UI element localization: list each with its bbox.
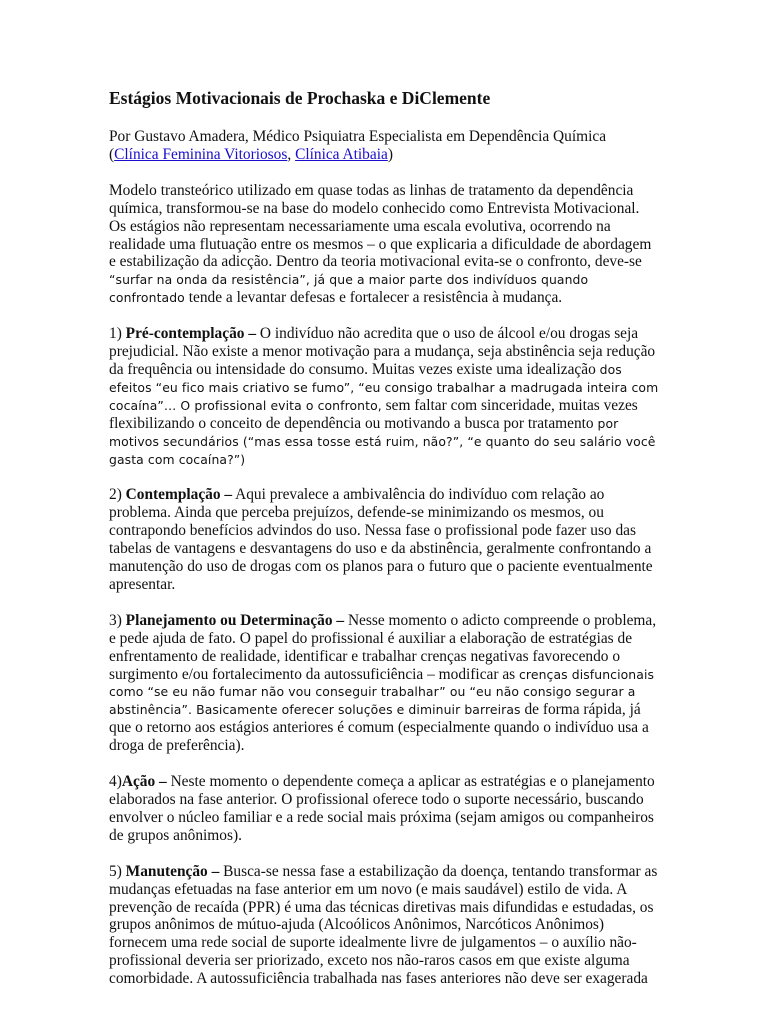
document-title: Estágios Motivacionais de Prochaska e DiClemente	[109, 88, 491, 108]
stage-number: 5)	[109, 862, 126, 880]
stage-number: 1)	[109, 325, 126, 343]
stage-name: Pré-contemplação –	[125, 325, 257, 343]
stage-text-1: Busca-se nessa fase a estabilização da doença, tentando transformar as mudanças efetuadas na fase anterior em um novo (e mais saudável) estilo de vida. A prevenção de recaída (PPR) é uma das técnicas diretivas mais difundidas e estudadas, os grupos anônimos de mútuo-ajuda (Alcoólicos Anônimos, Narcóticos Anônimos) fornecem uma rede social de suporte idealmente livre de julgamentos – o auxílio não-profissional deveria ser priorizado, exceto nos não-raros casos em que existe alguma comorbidade. A autossuficiência trabalhada nas fases anteriores não deve ser exagerada	[109, 862, 658, 988]
stage-paragraph-precontemplation	[109, 325, 659, 468]
byline-author: Por Gustavo Amadera, Médico Psiquiatra Especialista em Dependência Química	[109, 128, 607, 145]
link-clinica-atibaia[interactable]: Clínica Atibaia	[295, 145, 388, 163]
stage-text-1: O indivíduo não acredita que o uso de álcool e/ou drogas seja prejudicial. Não existe a menor motivação para a mudança, seja abstinência seja redução da frequência ou intensidade do consumo. Muitas vezes existe uma idealização	[109, 325, 656, 378]
stage-text-1: Neste momento o dependente começa a aplicar as estratégias e o planejamento elaborados na fase anterior. O profissional oferece todo o suporte necessário, buscando envolver o núcleo familiar e a rede social mais próxima (sejam amigos ou companheiros de grupos anônimos).	[109, 773, 655, 844]
stage-paragraph-maintenance	[109, 863, 659, 988]
stage-text-1: Aqui prevalece a ambivalência do indivíduo com relação ao problema. Ainda que perceba prejuízos, defende-se minimizando os mesmos, ou contrapondo benefícios advindos do uso. Nessa fase o profissional pode fazer uso das tabelas de vantagens e desvantagens do uso e da abstinência, geralmente confrontando a manutenção do uso de drogas com os planos para o futuro que o paciente eventualmente apresentar.	[109, 486, 653, 593]
stage-quote-1: dos efeitos “eu fico mais criativo se fumo”, “eu consigo trabalhar a madrugada inteira com cocaína”… O profissional evita o confronto,	[109, 361, 659, 413]
stage-name: Planejamento ou Determinação –	[125, 611, 345, 629]
document-page	[109, 88, 659, 1006]
stage-paragraph-contemplation	[109, 486, 659, 593]
stage-paragraph-action	[109, 773, 659, 845]
intro-paragraph	[109, 182, 659, 307]
stage-name: Ação –	[121, 773, 167, 791]
byline-separator: ,	[287, 145, 296, 163]
link-clinica-feminina-vitoriosos[interactable]: Clínica Feminina Vitoriosos	[114, 145, 288, 163]
stage-quote-2: por motivos secundários (“mas essa tosse está ruim, não?”, “e quanto do seu salário você gasta com cocaína?”)	[109, 415, 656, 467]
stage-name: Contemplação –	[125, 486, 233, 504]
stage-text-2: de forma rápida, já que o retorno aos estágios anteriores é comum (especialmente quando o indivíduo usa a droga de preferência).	[109, 701, 649, 755]
intro-text-2: tende a levantar defesas e fortalecer a resistência à mudança.	[184, 289, 563, 307]
stage-text-1: Nesse momento o adicto compreende o problema, e pede ajuda de fato. O papel do profissional é auxiliar a elaboração de estratégias de enfrentamento de realidade, identificar e trabalhar crenças negativas favorecendo o surgimento e/ou fortalecimento da autossuficiência – modificar as	[109, 611, 657, 683]
stage-name: Manutenção –	[125, 862, 220, 880]
byline	[109, 128, 659, 164]
stage-number: 2)	[109, 486, 126, 504]
stage-paragraph-planning	[109, 612, 659, 755]
byline-open-paren: (	[109, 145, 115, 163]
stage-text-2: sem faltar com sinceridade, muitas vezes flexibilizando o conceito de dependência ou motivando a busca por tratamento	[109, 396, 638, 432]
intro-text-1: Modelo transteórico utilizado em quase todas as linhas de tratamento da dependência química, transformou-se na base do modelo conhecido como Entrevista Motivacional. Os estágios não representam necessariamente uma escala evolutiva, ocorrendo na realidade uma flutuação entre os mesmos – o que explicaria a dificuldade de abordagem e estabilização da adicção. Dentro da teoria motivacional evita-se o confronto, deve-se	[109, 181, 652, 271]
stage-number: 3)	[109, 611, 126, 629]
stage-number: 4)	[109, 773, 122, 791]
intro-quote: “surfar na onda da resistência”, já que a maior parte dos indivíduos quando confrontado	[109, 272, 589, 306]
byline-close-paren: )	[387, 145, 393, 163]
stage-quote-1: crenças disfuncionais como “se eu não fumar não vou conseguir trabalhar” ou “eu não consigo segurar a abstinência”. Basicamente oferecer soluções e diminuir barreiras	[109, 666, 655, 718]
